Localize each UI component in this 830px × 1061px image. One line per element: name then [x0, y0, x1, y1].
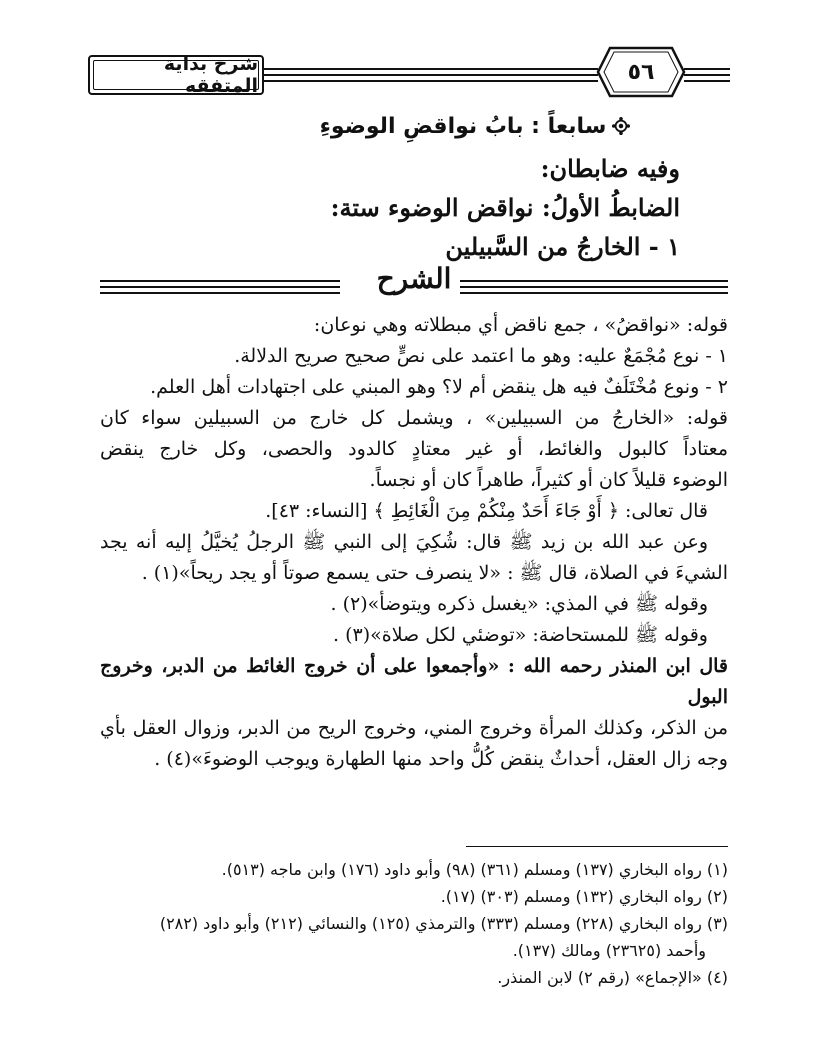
body-line: الوضوء قليلاً كان أو كثيراً، طاهراً كان أو نجساً.: [369, 469, 728, 491]
matn-line: ١ - الخارجُ من السَّبيلين: [445, 232, 680, 261]
body-line: الشيءَ في الصلاة، قال ﷺ : «لا ينصرف حتى يسمع صوتاً أو يجد ريحاً»(١) .: [141, 562, 728, 584]
header-rule: [262, 74, 598, 76]
header-rule: [684, 80, 730, 82]
sharh-label: الشرح: [376, 262, 452, 295]
body-line: ٢ - ونوع مُخْتَلَفٌ فيه هل ينقض أم لا؟ وهو المبني على اجتهادات أهل العلم.: [150, 376, 728, 398]
footnote-continuation: وأحمد (٢٣٦٢٥) ومالك (١٣٧).: [512, 941, 706, 960]
header-rule: [262, 80, 598, 82]
header-rule: [684, 68, 730, 70]
matn-line: الضابطُ الأولُ: نواقض الوضوء ستة:: [330, 193, 680, 222]
page-number: ٥٦: [627, 59, 655, 85]
header-rule: [684, 74, 730, 76]
book-title-frame: [88, 55, 264, 95]
flower-ornament-icon: [612, 117, 630, 135]
footnote: (٤) «الإجماع» (رقم ٢) لابن المنذر.: [497, 968, 728, 987]
footnote: (٣) رواه البخاري (٢٢٨) ومسلم (٣٣٣) والترمذي (١٢٥) والنسائي (٢١٢) وأبو داود (٢٨٢): [159, 914, 728, 933]
body-line: قال ابن المنذر رحمه الله : «وأجمعوا على أن خروج الغائط من الدبر، وخروج البول: [100, 655, 728, 708]
matn-line: وفيه ضابطان:: [540, 154, 680, 183]
footnote-separator: [466, 846, 728, 847]
body-line: وعن عبد الله بن زيد ﷺ قال: شُكِيَ إلى النبي ﷺ الرجلُ يُخيَّلُ إليه أنه يجد: [100, 531, 708, 553]
footnotes: [80, 856, 728, 991]
body-line: قوله: «نواقضُ» ، جمع ناقض أي مبطلاته وهي نوعان:: [313, 314, 728, 336]
section-heading-text: سابعاً : بابُ نواقضِ الوضوءِ: [319, 114, 607, 139]
book-title: شرح بداية المتفقه: [93, 60, 259, 90]
body-line: ١ - نوع مُجْمَعٌ عليه: وهو ما اعتمد على نصٍّ صحيح صريح الدلالة.: [234, 345, 728, 367]
body-line: وقوله ﷺ في المذي: «يغسل ذكره ويتوضأ»(٢) .: [330, 593, 708, 615]
quran-quote-line: قال تعالى: ﴿ أَوْ جَاءَ أَحَدٌ مِنْكُمْ مِنَ الْغَائِطِ ﴾ [النساء: ٤٣].: [265, 500, 708, 522]
body-line: من الذكر، وكذلك المرأة وخروج المني، وخروج الريح من الدبر، وزوال العقل بأي: [100, 717, 728, 739]
footnote: (٢) رواه البخاري (١٣٢) ومسلم (٣٠٣) (١٧).: [440, 887, 728, 906]
body-line: معتاداً كالبول والغائط، أو غير معتادٍ كالدود والحصى، وكل خارج ينقض: [100, 438, 728, 460]
body-line: وجه زال العقل، أحداثٌ ينقض كُلُّ واحد منها الطهارة ويوجب الوضوءَ»(٤) .: [154, 748, 728, 770]
header-rule: [262, 68, 598, 70]
body-line: قوله: «الخارجُ من السبيلين» ، ويشمل كل خارج من السبيلين سواء كان: [100, 407, 728, 429]
sharh-divider: [100, 262, 728, 306]
body-line: وقوله ﷺ للمستحاضة: «توضئي لكل صلاة»(٣) .: [332, 624, 708, 646]
commentary-body: [100, 310, 728, 775]
footnote: (١) رواه البخاري (١٣٧) ومسلم (٣٦١) (٩٨) وأبو داود (١٧٦) وابن ماجه (٥١٣).: [221, 860, 728, 879]
section-heading: [300, 114, 650, 139]
